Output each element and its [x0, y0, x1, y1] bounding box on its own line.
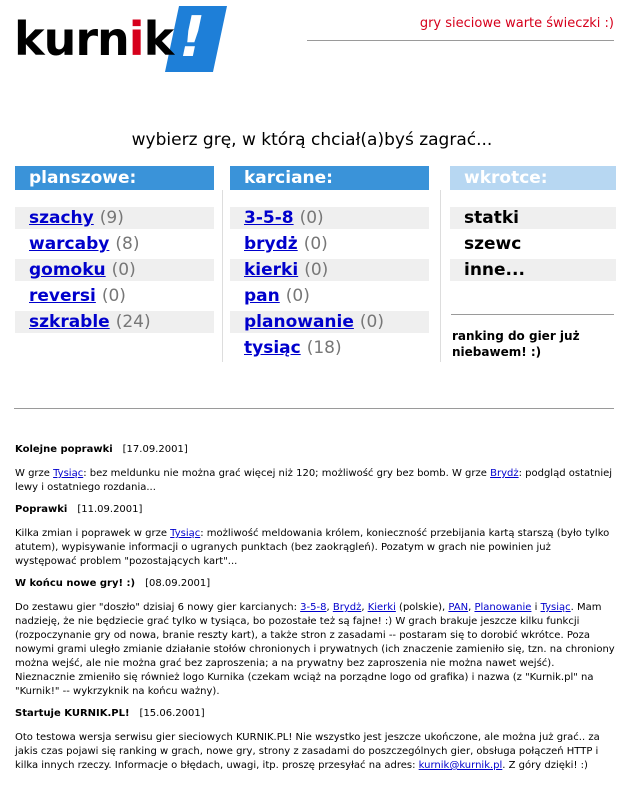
game-row-kierki	[230, 259, 429, 281]
news-section	[15, 443, 615, 781]
logo-wordmark: kurnik	[14, 12, 174, 66]
news-inline-link[interactable]: PAN	[448, 602, 469, 613]
news-item	[15, 443, 615, 495]
game-link-358[interactable]: 3-5-8	[244, 208, 294, 228]
news-text: . Z góry dzięki! :)	[502, 760, 588, 771]
news-text: Do zestawu gier "doszło" dzisiaj 6 nowy gier karcianych:	[15, 602, 301, 613]
game-link-tysiac[interactable]: tysiąc	[244, 338, 301, 358]
player-count: (9)	[99, 208, 124, 228]
game-row-szkrable	[15, 311, 214, 333]
page-headline: wybierz grę, w którą chciał(a)byś zagrać...	[131, 130, 493, 150]
news-title: Kolejne poprawki	[15, 444, 113, 455]
news-body	[15, 601, 615, 699]
player-count: (0)	[101, 286, 126, 306]
news-text: ,	[468, 602, 475, 613]
news-text: (polskie),	[395, 602, 449, 613]
news-text: : podgląd ostatniej lewy i ostatniego rozdania...	[15, 468, 613, 493]
ranking-note: ranking do gier już niebawem! :)	[452, 329, 580, 359]
game-link-pan[interactable]: pan	[244, 286, 280, 306]
news-inline-link[interactable]: kurnik@kurnik.pl	[418, 760, 503, 771]
logo-exclamation-mark: !	[172, 5, 212, 70]
game-row-tysiac	[230, 337, 429, 359]
game-row-planowanie	[230, 311, 429, 333]
section-divider	[14, 408, 614, 409]
news-body	[15, 731, 615, 773]
news-text: : możliwość meldowania królem, konieczność przebijania kartą starszą (było tylko atutem), wypisywanie informacji o ugranych punktach (bez zaokrągleń). Pozatym w grach nie powinien już występować problem "pozostających kart"...	[15, 528, 610, 567]
card-games-heading: karciane:	[230, 166, 429, 190]
game-row-358	[230, 207, 429, 229]
coming-soon-list	[450, 207, 616, 281]
player-count: (8)	[115, 234, 140, 254]
news-date: [17.09.2001]	[122, 444, 188, 455]
news-item	[15, 503, 615, 569]
column-divider	[222, 190, 223, 362]
game-row-warcaby	[15, 233, 214, 255]
ranking-divider	[451, 314, 614, 315]
game-link-brydz[interactable]: brydż	[244, 234, 298, 254]
game-link-szkrable[interactable]: szkrable	[29, 312, 110, 332]
coming-soon-heading: wkrotce:	[450, 166, 616, 190]
board-games-heading: planszowe:	[15, 166, 214, 190]
card-games-list	[230, 207, 429, 359]
news-title: Poprawki	[15, 504, 68, 515]
player-count: (0)	[303, 234, 328, 254]
kurnik-logo[interactable]	[14, 6, 224, 76]
player-count: (18)	[306, 338, 342, 358]
column-divider	[440, 190, 441, 362]
news-date: [15.06.2001]	[139, 708, 205, 719]
game-link-reversi[interactable]: reversi	[29, 286, 96, 306]
player-count: (0)	[359, 312, 384, 332]
news-text: Oto testowa wersja serwisu gier sieciowych KURNIK.PL! Nie wszystko jest jeszcze ukończone, ale można już grać.. za jakis czas pojawi się ranking w grach, nowe gry, strony z zasadami do poszczególnych gier, obsługa połączeń HTTP i kilka innych rzeczy. Informacje o błędach, uwagi, itp. proszę przesyłać na adres:	[15, 732, 600, 771]
game-row-szachy	[15, 207, 214, 229]
site-tagline: gry sieciowe warte świeczki :)	[419, 16, 614, 31]
news-date: [08.09.2001]	[145, 578, 211, 589]
game-row-reversi	[15, 285, 214, 307]
game-row-gomoku	[15, 259, 214, 281]
board-games-list	[15, 207, 214, 333]
upcoming-game-szewc: szewc	[464, 234, 522, 254]
news-inline-link[interactable]: Brydż	[490, 468, 519, 479]
news-text: : bez meldunku nie można grać więcej niż 120; możliwość gry bez bomb. W grze	[83, 468, 491, 479]
game-link-kierki[interactable]: kierki	[244, 260, 299, 280]
game-row-pan	[230, 285, 429, 307]
news-title: W końcu nowe gry! :)	[15, 578, 136, 589]
news-text: ,	[361, 602, 368, 613]
game-link-gomoku[interactable]: gomoku	[29, 260, 106, 280]
player-count: (0)	[111, 260, 136, 280]
header-divider	[307, 40, 614, 41]
news-inline-link[interactable]: Tysiąc	[53, 468, 84, 479]
player-count: (0)	[299, 208, 324, 228]
news-body	[15, 467, 615, 495]
news-item	[15, 707, 615, 773]
news-inline-link[interactable]: Tysiąc	[540, 602, 571, 613]
game-link-szachy[interactable]: szachy	[29, 208, 94, 228]
news-item	[15, 577, 615, 699]
coming-soon-column	[450, 166, 616, 285]
player-count: (0)	[304, 260, 329, 280]
news-title: Startuje KURNIK.PL!	[15, 708, 130, 719]
upcoming-game-inne: inne...	[450, 259, 616, 281]
news-text: . Mam nadzieję, że nie będziecie grać tylko w tysiąca, bo pozostałe też są fajne! :) W grach brakuje jeszcze kilku funkcji (rozpoczynanie gry od nowa, branie reszty kart), a także stron z zasadami -- postaram się to dorobić wkrótce. Poza nowymi grami uległo zmianie działanie stołów chronionych i prywatnych (ich znaczenie zamieniło się, tzn. na chroniony można wejść, ale nie można grać bez zaproszenia; a na prywatny bez zaproszenia nie można nawet wejść). Nieznacznie zmieniło się również logo Kurnika (czekam wciąż na porządne logo od grafika) i nazwa (z "Kurnik.pl" na "Kurnik!" -- wykrzyknik na końcu ważny).	[15, 602, 615, 697]
game-link-warcaby[interactable]: warcaby	[29, 234, 110, 254]
board-games-column	[15, 166, 214, 337]
news-date: [11.09.2001]	[77, 504, 143, 515]
game-link-planowanie[interactable]: planowanie	[244, 312, 354, 332]
news-body	[15, 527, 615, 569]
news-text: W grze	[15, 468, 54, 479]
news-inline-link[interactable]: Brydż	[332, 602, 362, 613]
news-inline-link[interactable]: Kierki	[367, 602, 396, 613]
game-row-brydz	[230, 233, 429, 255]
news-text: i	[531, 602, 541, 613]
news-inline-link[interactable]: Tysiąc	[170, 528, 201, 539]
player-count: (0)	[285, 286, 310, 306]
upcoming-game-statki: statki	[450, 207, 616, 229]
news-text: Kilka zmian i poprawek w grze	[15, 528, 171, 539]
news-text: ,	[326, 602, 333, 613]
news-inline-link[interactable]: Planowanie	[474, 602, 532, 613]
card-games-column	[230, 166, 429, 363]
news-inline-link[interactable]: 3-5-8	[300, 602, 327, 613]
player-count: (24)	[115, 312, 151, 332]
